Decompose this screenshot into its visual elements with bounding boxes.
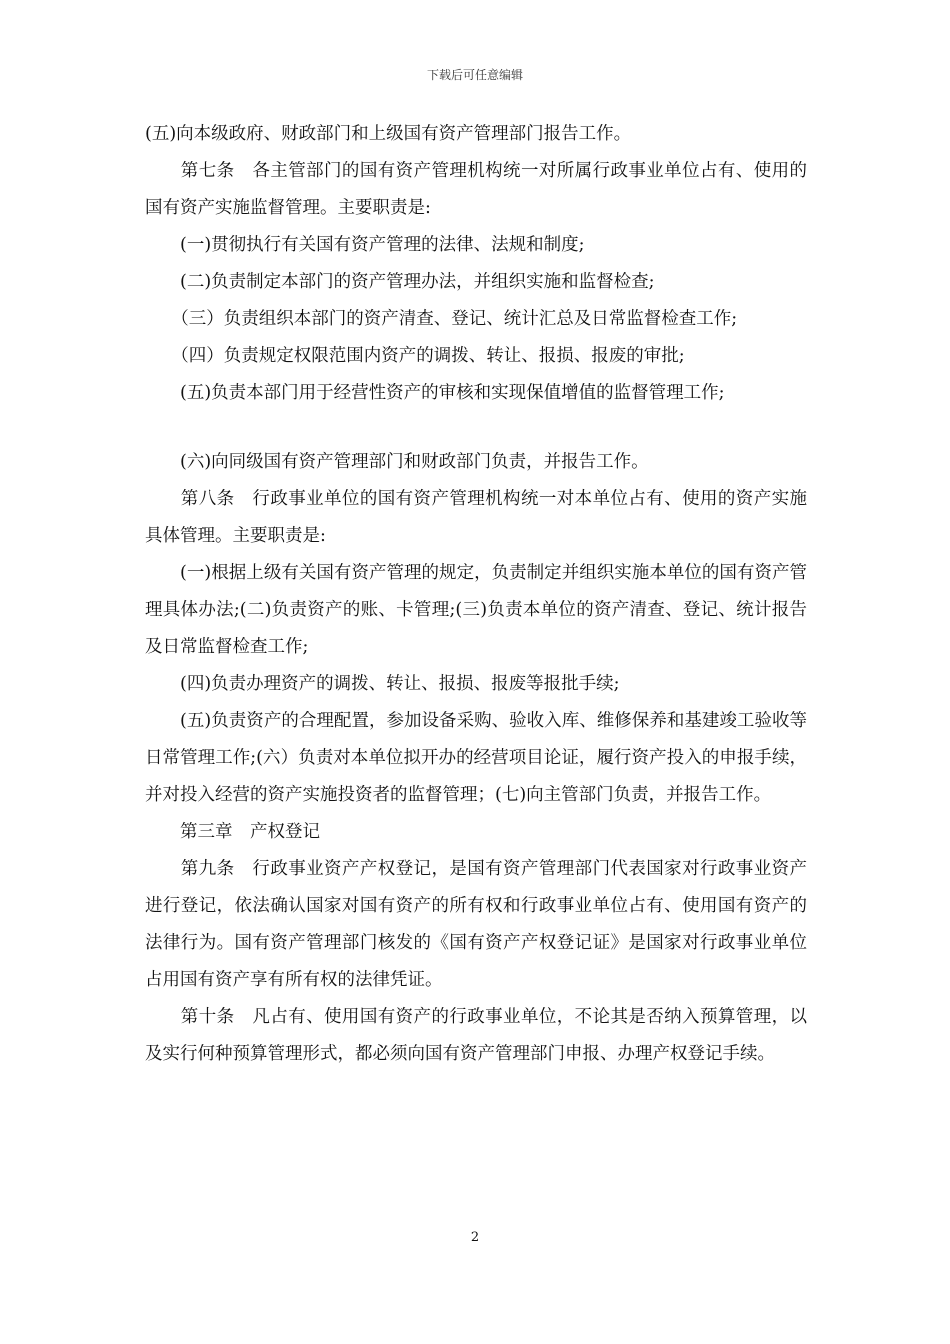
paragraph: (六)向同级国有资产管理部门和财政部门负责，并报告工作。 xyxy=(145,452,649,472)
paragraph-gap xyxy=(145,412,807,444)
paragraph: (五)负责本部门用于经营性资产的审核和实现保值增值的监督管理工作; xyxy=(145,383,725,403)
paragraph: (五)向本级政府、财政部门和上级国有资产管理部门报告工作。 xyxy=(145,124,632,144)
paragraph: 第七条 各主管部门的国有资产管理机构统一对所属行政事业单位占有、使用的国有资产实施监督管理。主要职责是: xyxy=(145,161,807,218)
paragraph: 第八条 行政事业单位的国有资产管理机构统一对本单位占有、使用的资产实施具体管理。主要职责是: xyxy=(145,489,807,546)
chapter-heading: 第三章 产权登记 xyxy=(145,822,320,842)
paragraph: (一)贯彻执行有关国有资产管理的法律、法规和制度; xyxy=(145,235,585,255)
paragraph: (二)负责制定本部门的资产管理办法，并组织实施和监督检查; xyxy=(145,272,655,292)
paragraph: 第十条 凡占有、使用国有资产的行政事业单位，不论其是否纳入预算管理，以及实行何种预算管理形式，都必须向国有资产管理部门申报、办理产权登记手续。 xyxy=(145,1007,807,1064)
document-body xyxy=(145,116,807,1073)
page-number: 2 xyxy=(470,1230,480,1245)
paragraph: (一)根据上级有关国有资产管理的规定，负责制定并组织实施本单位的国有资产管理具体办法;(二)负责资产的账、卡管理;(三)负责本单位的资产清查、登记、统计报告及日常监督检查工作; xyxy=(145,563,807,657)
paragraph: （三）负责组织本部门的资产清查、登记、统计汇总及日常监督检查工作; xyxy=(145,309,738,329)
page-header: 下载后可任意编辑 xyxy=(426,68,523,82)
paragraph: 第九条 行政事业资产产权登记，是国有资产管理部门代表国家对行政事业资产进行登记，依法确认国家对国有资产的所有权和行政事业单位占有、使用国有资产的法律行为。国有资产管理部门核发的《国有资产产权登记证》是国家对行政事业单位占用国有资产享有所有权的法律凭证。 xyxy=(145,859,807,990)
paragraph: (五)负责资产的合理配置，参加设备采购、验收入库、维修保养和基建竣工验收等日常管理工作;(六）负责对本单位拟开办的经营项目论证，履行资产投入的申报手续，并对投入经营的资产实施投资者的监督管理；(七)向主管部门负责，并报告工作。 xyxy=(145,711,807,805)
paragraph: （四）负责规定权限范围内资产的调拨、转让、报损、报废的审批; xyxy=(145,346,685,366)
paragraph: (四)负责办理资产的调拨、转让、报损、报废等报批手续; xyxy=(145,674,620,694)
